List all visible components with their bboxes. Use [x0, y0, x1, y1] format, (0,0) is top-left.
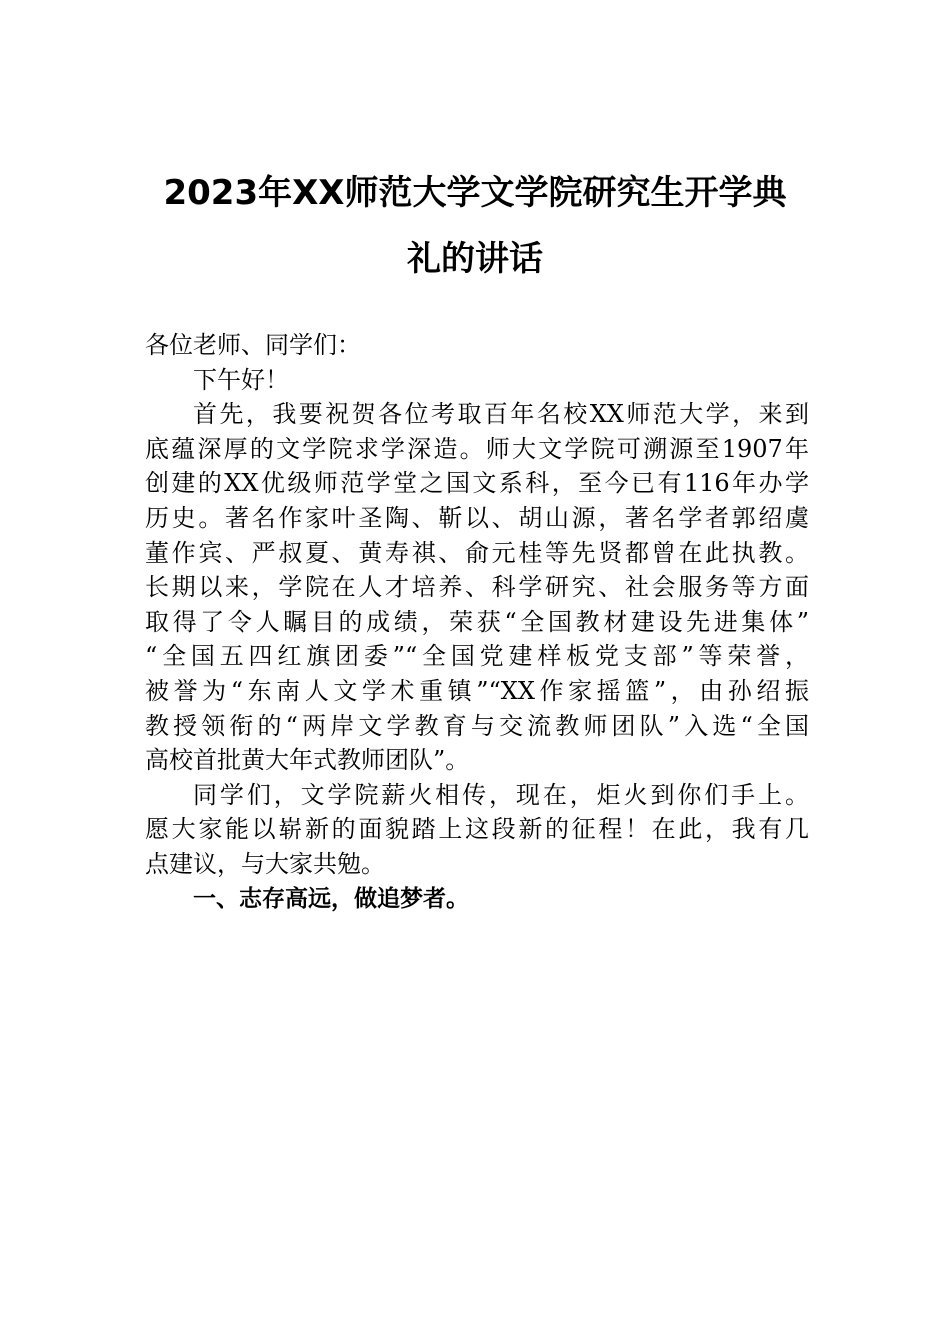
paragraph-1: [145, 397, 809, 778]
paragraph-1-line: 取得了令人瞩目的成绩，荣获“全国教材建设先进集体”: [145, 607, 809, 636]
section-heading: 一、志存高远，做追梦者。: [193, 885, 469, 912]
paragraph-2-line: 愿大家能以崭新的面貌踏上这段新的征程！在此，我有几: [145, 815, 809, 844]
title-line-2: 礼的讲话: [407, 239, 543, 279]
document-title: [130, 160, 820, 292]
paragraph-2: [145, 778, 809, 882]
paragraph-1-line: 创建的XX优级师范学堂之国文系科，至今已有116年办学: [145, 469, 809, 498]
paragraph-1-line: 历史。著名作家叶圣陶、靳以、胡山源，著名学者郭绍虞: [145, 503, 809, 532]
paragraph-2-line: 点建议，与大家共勉。: [145, 849, 385, 878]
paragraph-1-line: 高校首批黄大年式教师团队”。: [145, 746, 470, 775]
paragraph-1-line: 长期以来，学院在人才培养、科学研究、社会服务等方面: [145, 573, 809, 602]
greeting: 下午好！: [193, 365, 289, 394]
title-line-1: 2023年XX师范大学文学院研究生开学典: [163, 173, 787, 213]
paragraph-1-line: 首先，我要祝贺各位考取百年名校XX师范大学，来到: [193, 400, 809, 429]
salutation: 各位老师、同学们：: [145, 331, 361, 359]
paragraph-1-line: 底蕴深厚的文学院求学深造。师大文学院可溯源至1907年: [145, 434, 809, 463]
paragraph-2-line: 同学们，文学院薪火相传，现在，炬火到你们手上。: [193, 780, 809, 809]
paragraph-1-line: 董作宾、严叔夏、黄寿祺、俞元桂等先贤都曾在此执教。: [145, 538, 809, 567]
paragraph-1-line: 教授领衔的“两岸文学教育与交流教师团队”入选“全国: [145, 711, 809, 740]
paragraph-1-line: “全国五四红旗团委”“全国党建样板党支部”等荣誉，: [145, 642, 809, 671]
paragraph-1-line: 被誉为“东南人文学术重镇”“XX作家摇篮”，由孙绍振: [145, 676, 809, 705]
document-body: [145, 328, 809, 916]
